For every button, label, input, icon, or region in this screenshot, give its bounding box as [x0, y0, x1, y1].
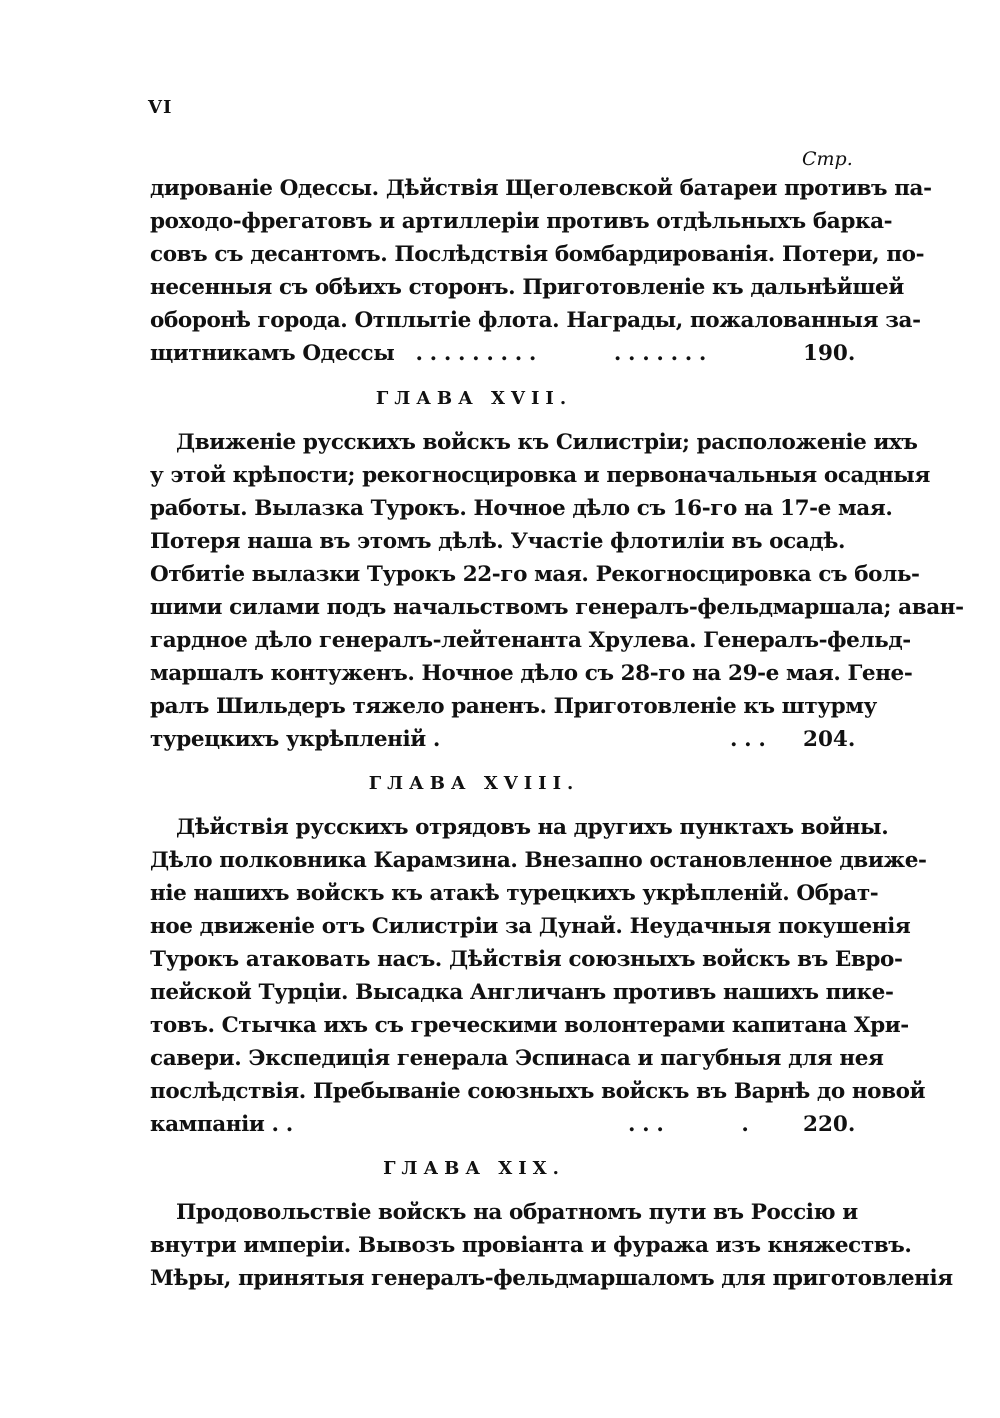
text-line: Движеніе русскихъ войскъ къ Силистріи; расположеніе ихъ: [176, 430, 918, 455]
text-line: послѣдствія. Пребываніе союзныхъ войскъ въ Варнѣ до новой: [150, 1079, 926, 1104]
text-line: пейской Турціи. Высадка Англичанъ противъ нашихъ пике-: [150, 980, 894, 1005]
text-line: маршалъ контуженъ. Ночное дѣло съ 28-го на 29-е мая. Гене-: [150, 661, 913, 686]
text-line: Отбитіе вылазки Турокъ 22-го мая. Рекогносцировка съ боль-: [150, 562, 920, 587]
text-line: шими силами подъ начальствомъ генералъ-фельдмаршала; аван-: [150, 595, 964, 620]
text-line: ніе нашихъ войскъ къ атакѣ турецкихъ укрѣпленій. Обрат-: [150, 881, 879, 906]
text-line: Продовольствіе войскъ на обратномъ пути въ Россію и: [176, 1200, 858, 1225]
text-line: Турокъ атаковать насъ. Дѣйствія союзныхъ войскъ въ Евро-: [150, 947, 903, 972]
dot-leader: . . .: [730, 727, 766, 752]
page-column-label: Стр.: [802, 148, 853, 170]
page-number: VI: [148, 97, 173, 118]
text-line: Мѣры, принятыя генералъ-фельдмаршаломъ для приготовленія: [150, 1266, 953, 1291]
text-line-last: [150, 341, 798, 367]
text-line-last: [150, 727, 798, 753]
last-line-text: кампаніи . .: [150, 1112, 293, 1137]
text-line-last: [150, 1112, 798, 1138]
text-line: работы. Вылазка Турокъ. Ночное дѣло съ 16-го на 17-е мая.: [150, 496, 893, 521]
text-line: гардное дѣло генералъ-лейтенанта Хрулева. Генералъ-фельд-: [150, 628, 911, 653]
text-line: роходо-фрегатовъ и артиллеріи противъ отдѣльныхъ барка-: [150, 209, 893, 234]
text-line: ное движеніе отъ Силистріи за Дунай. Неудачныя покушенія: [150, 914, 911, 939]
text-line: несенныя съ обѣихъ сторонъ. Приготовленіе къ дальнѣйшей: [150, 275, 904, 300]
text-line: савери. Экспедиція генерала Эспинаса и пагубныя для нея: [150, 1046, 884, 1071]
page-reference: 220.: [803, 1112, 856, 1137]
last-line-text: турецкихъ укрѣпленій .: [150, 727, 440, 752]
text-line: у этой крѣпости; рекогносцировка и первоначальныя осадныя: [150, 463, 930, 488]
chapter-heading: ГЛАВА XIX.: [383, 1158, 565, 1179]
text-line: внутри имперіи. Вывозъ провіанта и фуража изъ княжествъ.: [150, 1233, 912, 1258]
page-reference: 204.: [803, 727, 856, 752]
dot-leader: . . . . . . . . . . . . . . . .: [415, 341, 706, 366]
text-line: оборонѣ города. Отплытіе флота. Награды, пожалованныя за-: [150, 308, 921, 333]
page-reference: 190.: [803, 341, 856, 366]
chapter-heading: ГЛАВА XVIII.: [368, 773, 580, 794]
dot-leader: . . . .: [628, 1112, 749, 1137]
text-line: Дѣйствія русскихъ отрядовъ на другихъ пунктахъ войны.: [176, 815, 889, 840]
text-line: совъ съ десантомъ. Послѣдствія бомбардированія. Потери, по-: [150, 242, 925, 267]
text-line: ралъ Шильдеръ тяжело раненъ. Приготовленіе къ штурму: [150, 694, 877, 719]
text-line: дированіе Одессы. Дѣйствія Щеголевской батареи противъ па-: [150, 176, 932, 201]
text-line: Потеря наша въ этомъ дѣлѣ. Участіе флотиліи въ осадѣ.: [150, 529, 846, 554]
text-line: Дѣло полковника Карамзина. Внезапно остановленное движе-: [150, 848, 927, 873]
last-line-text: щитникамъ Одессы: [150, 341, 395, 366]
chapter-heading: ГЛАВА XVII.: [375, 388, 573, 409]
text-line: товъ. Стычка ихъ съ греческими волонтерами капитана Хри-: [150, 1013, 909, 1038]
